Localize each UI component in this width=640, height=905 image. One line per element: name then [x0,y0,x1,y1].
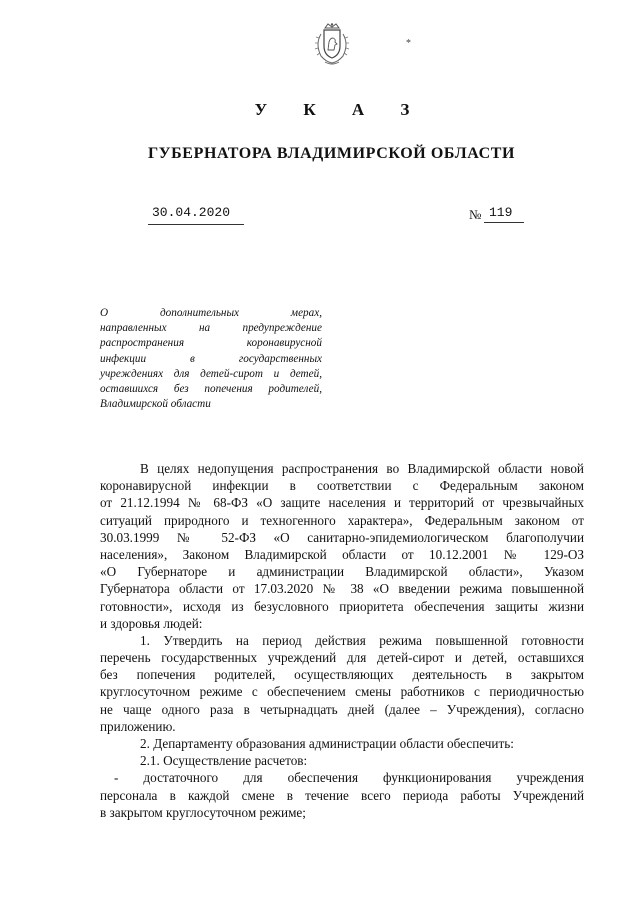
body-line: и здоровья людей: [100,615,203,631]
subject-line: учреждениях для детей-сирот и детей, [100,367,322,380]
coat-of-arms-icon [311,22,353,68]
decree-body [100,460,584,821]
body-line: 2. Департаменту образования администрации области обеспечить: [140,736,514,751]
body-line: «О Губернаторе и администрации Владимирской области», Указом [100,564,584,580]
body-line: приложению. [100,718,176,734]
decree-subject [100,306,322,412]
subject-line: направленных на предупреждение [100,322,322,335]
body-line: - достаточного для обеспечения функционирования учреждения [114,770,584,786]
body-line: Губернатора области от 17.03.2020 № 38 «О введении режима повышенной [100,581,584,597]
body-line: коронавирусной инфекции в соответствии с Федеральным законом [100,478,584,494]
body-line: перечень государственных учреждений для детей-сирот и детей, оставшихся [100,650,584,666]
body-line: готовности», исходя из безусловного приоритета обеспечения защиты жизни [100,598,584,614]
body-line: 2.1. Осуществление расчетов: [140,753,308,769]
document-date: 30.04.2020 [152,205,231,220]
scan-mark: * [406,38,411,49]
subject-line: распространения коронавирусной [100,337,322,350]
body-line: от 21.12.1994 № 68-ФЗ «О защите населения и территорий от чрезвычайных [100,495,584,511]
body-line: населения», Законом Владимирской области от 10.12.2001 № 129-ОЗ [100,546,584,562]
number-label: № [469,207,482,222]
subject-line: оставшихся без попечения родителей, [100,382,322,395]
body-line: без попечения родителей, осуществляющих деятельность в закрытом [100,667,584,683]
number-underline [484,222,524,223]
document-title: У К А З [254,100,426,119]
body-line: не чаще одного раза в четырнадцать дней (далее – Учреждения), согласно [100,701,584,717]
body-line: персонала в каждой смене в течение всего периода работы Учреждений [100,787,584,803]
subject-line: инфекции в государственных [100,352,322,365]
body-line: в закрытом круглосуточном режиме; [100,804,306,820]
body-line: круглосуточном режиме с обеспечением смены работников с периодичностью [100,684,584,700]
body-line: ситуаций природного и техногенного характера», Федеральным законом от [100,512,584,528]
subject-line: О дополнительных мерах, [100,307,322,319]
body-line: 1. Утвердить на период действия режима повышенной готовности [140,632,584,648]
document-number: 119 [489,205,513,220]
date-underline [148,224,244,225]
subject-line: Владимирской области [100,398,211,411]
body-line: В целях недопущения распространения во Владимирской области новой [140,461,584,476]
body-line: 30.03.1999 № 52-ФЗ «О санитарно-эпидемиологическом благополучии [100,529,584,545]
document-subtitle: ГУБЕРНАТОРА ВЛАДИМИРСКОЙ ОБЛАСТИ [148,145,516,162]
